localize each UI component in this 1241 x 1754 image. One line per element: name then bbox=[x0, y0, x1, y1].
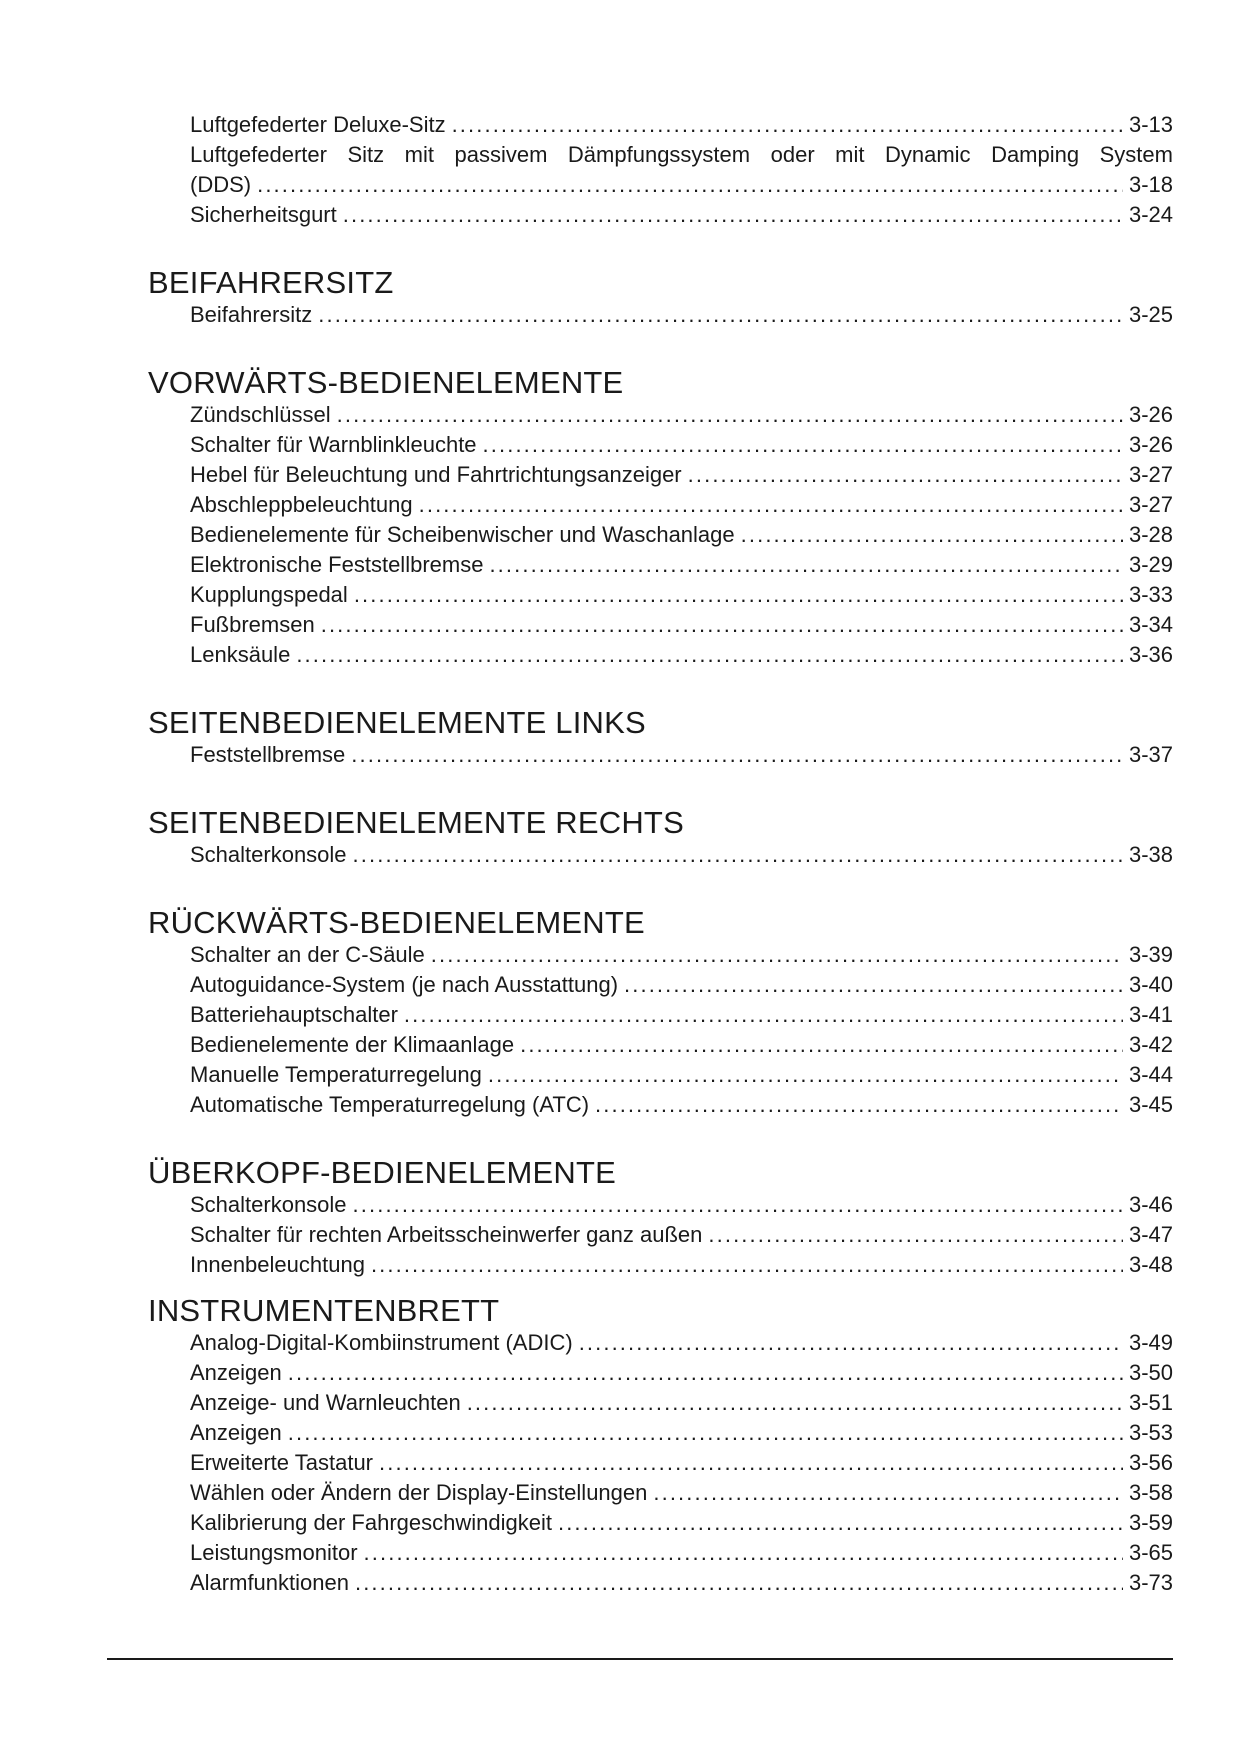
toc-entry[interactable] bbox=[190, 300, 1173, 330]
section-heading[interactable]: ÜBERKOPF-BEDIENELEMENTE bbox=[148, 1155, 616, 1190]
table-of-contents bbox=[148, 110, 1173, 1598]
toc-entry-label: Elektronische Feststellbremse bbox=[190, 552, 484, 577]
section-heading[interactable]: BEIFAHRERSITZ bbox=[148, 265, 394, 300]
toc-entry-page: 3-44 bbox=[1128, 1062, 1173, 1087]
toc-entry[interactable] bbox=[190, 640, 1173, 670]
toc-entry[interactable] bbox=[190, 1388, 1173, 1418]
toc-entry-label: Lenksäule bbox=[190, 642, 291, 667]
dot-leader bbox=[579, 1328, 1123, 1358]
toc-entry-label-line1 bbox=[190, 140, 1173, 170]
intro-entries bbox=[190, 110, 1173, 230]
dot-leader bbox=[558, 1508, 1123, 1538]
toc-entry[interactable] bbox=[190, 1220, 1173, 1250]
toc-entry[interactable] bbox=[190, 1000, 1173, 1030]
toc-entry-label: Hebel für Beleuchtung und Fahrtrichtungsanzeiger bbox=[190, 462, 682, 487]
toc-entry-page: 3-27 bbox=[1128, 492, 1173, 517]
toc-entry-label: Leistungsmonitor bbox=[190, 1540, 358, 1565]
toc-entry-page: 3-26 bbox=[1128, 402, 1173, 427]
toc-entry-page: 3-13 bbox=[1128, 112, 1173, 137]
toc-entry-page: 3-25 bbox=[1128, 302, 1173, 327]
dot-leader bbox=[483, 430, 1123, 460]
dot-leader bbox=[741, 520, 1123, 550]
toc-entry-label: Schalter an der C-Säule bbox=[190, 942, 425, 967]
toc-entry-label-word: Dynamic bbox=[884, 142, 971, 167]
section-heading[interactable]: VORWÄRTS-BEDIENELEMENTE bbox=[148, 365, 624, 400]
toc-entry-page: 3-29 bbox=[1128, 552, 1173, 577]
toc-entry-page: 3-26 bbox=[1128, 432, 1173, 457]
dot-leader bbox=[343, 200, 1123, 230]
dot-leader bbox=[288, 1358, 1123, 1388]
toc-entry-label: Schalter für Warnblinkleuchte bbox=[190, 432, 477, 457]
toc-section bbox=[148, 365, 1173, 670]
toc-entry-label-word: mit bbox=[404, 142, 434, 167]
toc-entry-label-word: Damping bbox=[991, 142, 1080, 167]
toc-entry-label: Schalterkonsole bbox=[190, 1192, 347, 1217]
toc-entry-label: Alarmfunktionen bbox=[190, 1570, 349, 1595]
toc-entry-label: Automatische Temperaturregelung (ATC) bbox=[190, 1092, 590, 1117]
toc-entry-page: 3-39 bbox=[1128, 942, 1173, 967]
dot-leader bbox=[404, 1000, 1123, 1030]
toc-entry-label: Fußbremsen bbox=[190, 612, 315, 637]
dot-leader bbox=[318, 300, 1123, 330]
toc-entry-label: Bedienelemente für Scheibenwischer und Waschanlage bbox=[190, 522, 735, 547]
dot-leader bbox=[371, 1250, 1123, 1280]
toc-entry-page: 3-28 bbox=[1128, 522, 1173, 547]
toc-entry[interactable] bbox=[190, 1250, 1173, 1280]
toc-entry[interactable] bbox=[190, 840, 1173, 870]
toc-entry-page: 3-65 bbox=[1128, 1540, 1173, 1565]
toc-entry-page: 3-42 bbox=[1128, 1032, 1173, 1057]
toc-entry-page: 3-34 bbox=[1128, 612, 1173, 637]
dot-leader bbox=[595, 1090, 1123, 1120]
toc-section bbox=[148, 265, 1173, 330]
toc-entry-label: Kupplungspedal bbox=[190, 582, 348, 607]
dot-leader bbox=[257, 170, 1123, 200]
toc-entry[interactable] bbox=[190, 940, 1173, 970]
section-heading[interactable]: SEITENBEDIENELEMENTE LINKS bbox=[148, 705, 646, 740]
toc-entry-page: 3-33 bbox=[1128, 582, 1173, 607]
toc-section bbox=[148, 1155, 1173, 1280]
toc-entry[interactable] bbox=[190, 200, 1173, 230]
toc-entry-label: Batteriehauptschalter bbox=[190, 1002, 398, 1027]
dot-leader bbox=[520, 1030, 1123, 1060]
toc-entry-label: Anzeigen bbox=[190, 1420, 282, 1445]
toc-entry-page: 3-18 bbox=[1128, 172, 1173, 197]
toc-entry[interactable] bbox=[190, 140, 1173, 200]
toc-entry-page: 3-50 bbox=[1128, 1360, 1173, 1385]
dot-leader bbox=[353, 840, 1123, 870]
dot-leader bbox=[296, 640, 1123, 670]
toc-entry-label: Schalter für rechten Arbeitsscheinwerfer ganz außen bbox=[190, 1222, 703, 1247]
toc-entry[interactable] bbox=[190, 490, 1173, 520]
toc-entry[interactable] bbox=[190, 1060, 1173, 1090]
dot-leader bbox=[708, 1220, 1123, 1250]
toc-entry[interactable] bbox=[190, 610, 1173, 640]
toc-entry-page: 3-48 bbox=[1128, 1252, 1173, 1277]
toc-entry-page: 3-27 bbox=[1128, 462, 1173, 487]
toc-entry-page: 3-40 bbox=[1128, 972, 1173, 997]
dot-leader bbox=[379, 1448, 1123, 1478]
toc-entry[interactable] bbox=[190, 400, 1173, 430]
toc-entry-label: Feststellbremse bbox=[190, 742, 346, 767]
toc-entry-page: 3-59 bbox=[1128, 1510, 1173, 1535]
dot-leader bbox=[688, 460, 1123, 490]
dot-leader bbox=[351, 740, 1123, 770]
toc-entry[interactable] bbox=[190, 1508, 1173, 1538]
toc-section bbox=[148, 705, 1173, 770]
toc-entry[interactable] bbox=[190, 460, 1173, 490]
toc-entry-page: 3-73 bbox=[1128, 1570, 1173, 1595]
toc-entry[interactable] bbox=[190, 550, 1173, 580]
toc-entry-page: 3-51 bbox=[1128, 1390, 1173, 1415]
toc-entry[interactable] bbox=[190, 1418, 1173, 1448]
dot-leader bbox=[431, 940, 1123, 970]
toc-entry-label: Wählen oder Ändern der Display-Einstellungen bbox=[190, 1480, 648, 1505]
toc-entry-page: 3-45 bbox=[1128, 1092, 1173, 1117]
toc-entry-page: 3-49 bbox=[1128, 1330, 1173, 1355]
toc-entry[interactable] bbox=[190, 740, 1173, 770]
toc-entry-label-word: oder bbox=[770, 142, 815, 167]
footer-divider bbox=[107, 1658, 1173, 1660]
toc-entry[interactable] bbox=[190, 1090, 1173, 1120]
toc-entry-label: Schalterkonsole bbox=[190, 842, 347, 867]
toc-entry[interactable] bbox=[190, 1538, 1173, 1568]
toc-entry-page: 3-37 bbox=[1128, 742, 1173, 767]
toc-entry-label-word: passivem bbox=[454, 142, 548, 167]
toc-entry-page: 3-36 bbox=[1128, 642, 1173, 667]
dot-leader bbox=[337, 400, 1123, 430]
toc-entry-page: 3-53 bbox=[1128, 1420, 1173, 1445]
toc-entry-label: Bedienelemente der Klimaanlage bbox=[190, 1032, 515, 1057]
toc-entry-label: Abschleppbeleuchtung bbox=[190, 492, 413, 517]
dot-leader bbox=[467, 1388, 1123, 1418]
toc-entry-label: Beifahrersitz bbox=[190, 302, 313, 327]
dot-leader bbox=[354, 580, 1123, 610]
dot-leader bbox=[489, 550, 1123, 580]
toc-entry-label: Analog-Digital-Kombiinstrument (ADIC) bbox=[190, 1330, 573, 1355]
dot-leader bbox=[364, 1538, 1123, 1568]
toc-entry-page: 3-41 bbox=[1128, 1002, 1173, 1027]
toc-entry-page: 3-56 bbox=[1128, 1450, 1173, 1475]
dot-leader bbox=[419, 490, 1123, 520]
toc-entry-label: Sicherheitsgurt bbox=[190, 202, 337, 227]
dot-leader bbox=[452, 110, 1123, 140]
toc-entry[interactable] bbox=[190, 1328, 1173, 1358]
toc-entry[interactable] bbox=[190, 1030, 1173, 1060]
toc-entry-label-word: Dämpfungssystem bbox=[567, 142, 751, 167]
dot-leader bbox=[353, 1190, 1123, 1220]
section-heading[interactable]: INSTRUMENTENBRETT bbox=[148, 1293, 500, 1328]
toc-entry-label: Manuelle Temperaturregelung bbox=[190, 1062, 482, 1087]
toc-section bbox=[148, 905, 1173, 1120]
toc-entry-label: Erweiterte Tastatur bbox=[190, 1450, 374, 1475]
toc-entry-label: Anzeigen bbox=[190, 1360, 282, 1385]
toc-entry-label: Autoguidance-System (je nach Ausstattung) bbox=[190, 972, 619, 997]
toc-entry-label: Luftgefederter Deluxe-Sitz bbox=[190, 112, 446, 137]
toc-entry-label-word: Luftgefederter bbox=[190, 142, 327, 167]
toc-entry-page: 3-38 bbox=[1128, 842, 1173, 867]
toc-entry-label-word: Sitz bbox=[347, 142, 385, 167]
section-list bbox=[148, 265, 1173, 1598]
toc-section bbox=[148, 805, 1173, 870]
toc-entry[interactable] bbox=[190, 1568, 1173, 1598]
toc-entry-page: 3-24 bbox=[1128, 202, 1173, 227]
toc-entry-label-line2: (DDS) bbox=[190, 172, 252, 197]
toc-entry[interactable] bbox=[190, 430, 1173, 460]
dot-leader bbox=[355, 1568, 1123, 1598]
toc-entry-page: 3-46 bbox=[1128, 1192, 1173, 1217]
toc-entry[interactable] bbox=[190, 1358, 1173, 1388]
toc-entry-label: Anzeige- und Warnleuchten bbox=[190, 1390, 461, 1415]
toc-entry-page: 3-47 bbox=[1128, 1222, 1173, 1247]
toc-entry-label-word: mit bbox=[835, 142, 865, 167]
toc-section bbox=[148, 1293, 1173, 1598]
toc-entry[interactable] bbox=[190, 110, 1173, 140]
dot-leader bbox=[488, 1060, 1123, 1090]
dot-leader bbox=[288, 1418, 1123, 1448]
section-heading[interactable]: RÜCKWÄRTS-BEDIENELEMENTE bbox=[148, 905, 645, 940]
dot-leader bbox=[624, 970, 1123, 1000]
dot-leader bbox=[653, 1478, 1123, 1508]
toc-entry-label-word: System bbox=[1099, 142, 1173, 167]
toc-entry-page: 3-58 bbox=[1128, 1480, 1173, 1505]
toc-entry[interactable] bbox=[190, 580, 1173, 610]
toc-entry-label: Zündschlüssel bbox=[190, 402, 331, 427]
toc-entry[interactable] bbox=[190, 1478, 1173, 1508]
dot-leader bbox=[321, 610, 1123, 640]
toc-entry[interactable] bbox=[190, 520, 1173, 550]
toc-entry[interactable] bbox=[190, 970, 1173, 1000]
toc-entry[interactable] bbox=[190, 1190, 1173, 1220]
toc-entry[interactable] bbox=[190, 1448, 1173, 1478]
toc-entry-label: Innenbeleuchtung bbox=[190, 1252, 365, 1277]
section-heading[interactable]: SEITENBEDIENELEMENTE RECHTS bbox=[148, 805, 684, 840]
toc-entry-label: Kalibrierung der Fahrgeschwindigkeit bbox=[190, 1510, 552, 1535]
